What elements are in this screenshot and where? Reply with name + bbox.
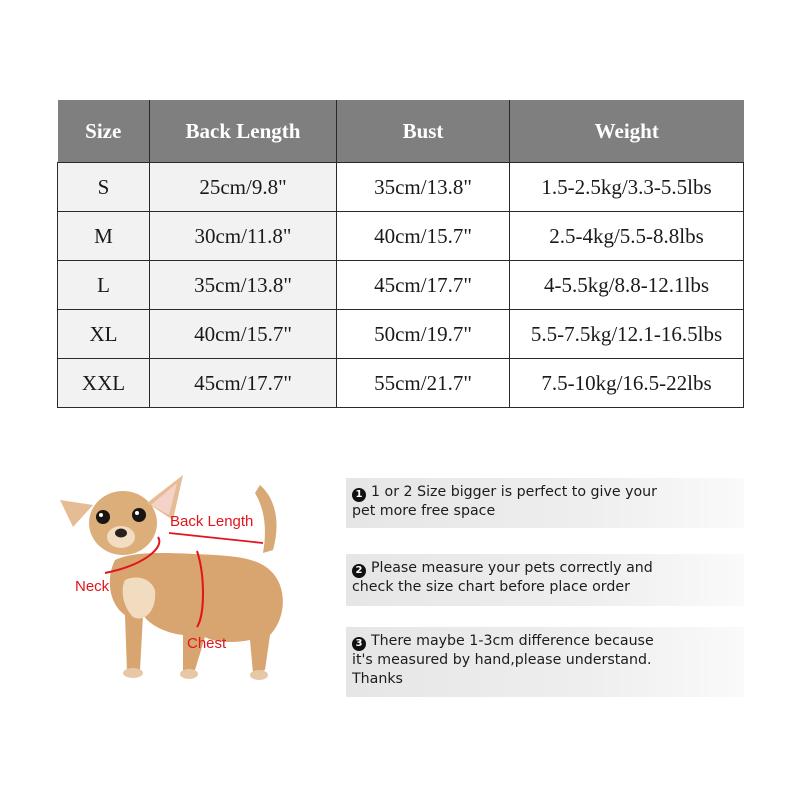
back-length-cell: 45cm/17.7" (150, 359, 337, 408)
table-row (58, 359, 744, 408)
bust-cell: 50cm/19.7" (337, 310, 510, 359)
size-cell: XL (58, 310, 150, 359)
neck-label: Neck (75, 578, 110, 595)
bust-cell: 35cm/13.8" (337, 163, 510, 212)
note-2-line-2: check the size chart before place order (352, 579, 630, 595)
back-length-cell: 40cm/15.7" (150, 310, 337, 359)
back-length-cell: 25cm/9.8" (150, 163, 337, 212)
note-2 (346, 554, 744, 606)
table-row (58, 163, 744, 212)
note-2-line-1: Please measure your pets correctly and (371, 560, 653, 576)
weight-cell: 4-5.5kg/8.8-12.1lbs (510, 261, 744, 310)
size-cell: S (58, 163, 150, 212)
weight-cell: 1.5-2.5kg/3.3-5.5lbs (510, 163, 744, 212)
bust-cell: 45cm/17.7" (337, 261, 510, 310)
note-3 (346, 627, 744, 697)
note-1 (346, 478, 744, 528)
chest-label: Chest (187, 635, 227, 652)
bust-cell: 40cm/15.7" (337, 212, 510, 261)
note-3-line-1: There maybe 1-3cm difference because (371, 633, 654, 649)
back-length-label: Back Length (170, 513, 254, 530)
note-3-line-2: it's measured by hand,please understand. (352, 652, 652, 668)
note-3-line-3: Thanks (352, 671, 403, 687)
number-3-icon: 3 (352, 637, 366, 651)
size-cell: L (58, 261, 150, 310)
table-row (58, 261, 744, 310)
bust-cell: 55cm/21.7" (337, 359, 510, 408)
header-size: Size (58, 100, 150, 163)
number-2-icon: 2 (352, 564, 366, 578)
dog-measurement-diagram (55, 465, 305, 690)
back-length-cell: 30cm/11.8" (150, 212, 337, 261)
size-cell: XXL (58, 359, 150, 408)
weight-cell: 7.5-10kg/16.5-22lbs (510, 359, 744, 408)
table-row (58, 310, 744, 359)
note-1-line-1: 1 or 2 Size bigger is perfect to give your (371, 484, 658, 500)
weight-cell: 2.5-4kg/5.5-8.8lbs (510, 212, 744, 261)
table-row (58, 212, 744, 261)
weight-cell: 5.5-7.5kg/12.1-16.5lbs (510, 310, 744, 359)
back-length-cell: 35cm/13.8" (150, 261, 337, 310)
header-back-length: Back Length (150, 100, 337, 163)
note-1-line-2: pet more free space (352, 503, 496, 519)
header-bust: Bust (337, 100, 510, 163)
size-chart-table (57, 100, 744, 408)
header-weight: Weight (510, 100, 744, 163)
table-header-row (58, 100, 744, 163)
number-1-icon: 1 (352, 488, 366, 502)
size-cell: M (58, 212, 150, 261)
